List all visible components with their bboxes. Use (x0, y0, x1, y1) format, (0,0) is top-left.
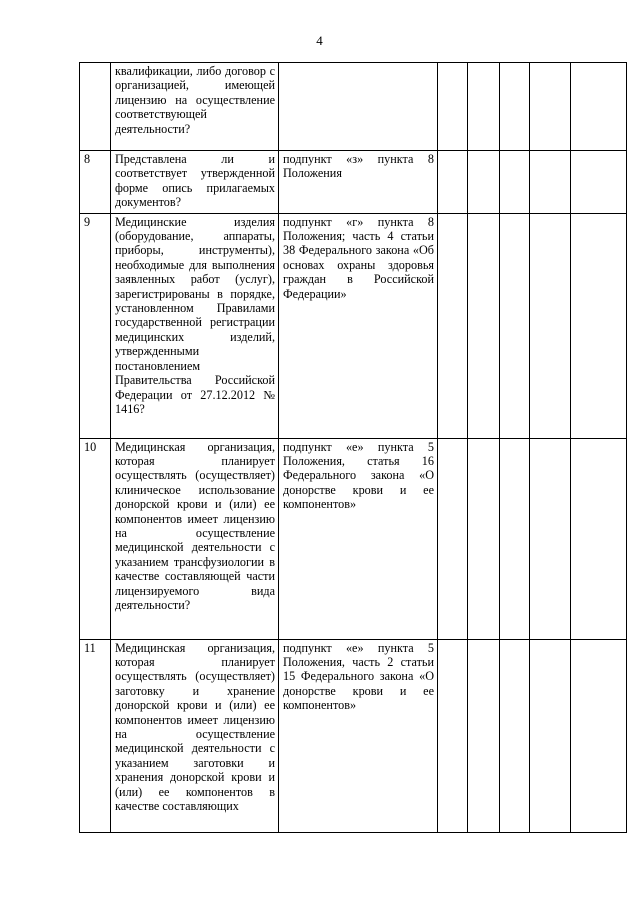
answer-cell (530, 438, 571, 639)
table-row (80, 639, 627, 832)
table-row (80, 213, 627, 438)
table-row (80, 438, 627, 639)
answer-na-cell (500, 151, 530, 214)
legal-reference-cell: подпункт «з» пункта 8 Положения (279, 151, 438, 214)
row-number: 9 (80, 213, 111, 438)
answer-no-cell (468, 639, 500, 832)
answer-no-cell (468, 213, 500, 438)
notes-cell (571, 213, 627, 438)
notes-cell (571, 639, 627, 832)
answer-yes-cell (438, 213, 468, 438)
answer-na-cell (500, 63, 530, 151)
answer-na-cell (500, 438, 530, 639)
answer-cell (530, 63, 571, 151)
answer-cell (530, 639, 571, 832)
table-row (80, 63, 627, 151)
question-cell: Медицинская организация, которая планирует осуществлять (осуществляет) заготовку и хранение донорской крови и (или) ее компонентов имеет лицензию на осуществление медицинской деятельности с указанием заготовки и хранения донорской крови и (или) ее компонентов в качестве составляющих (111, 639, 279, 832)
row-number: 8 (80, 151, 111, 214)
legal-reference-cell: подпункт «е» пункта 5 Положения, часть 2 статьи 15 Федерального закона «О донорстве крови и ее компонентов» (279, 639, 438, 832)
answer-yes-cell (438, 151, 468, 214)
answer-na-cell (500, 639, 530, 832)
table-row (80, 151, 627, 214)
page-number: 4 (316, 33, 323, 48)
legal-reference-cell: подпункт «г» пункта 8 Положения; часть 4 статьи 38 Федерального закона «Об основах охраны здоровья граждан в Российской Федерации» (279, 213, 438, 438)
answer-na-cell (500, 213, 530, 438)
answer-no-cell (468, 151, 500, 214)
legal-reference-cell: подпункт «е» пункта 5 Положения, статья 16 Федерального закона «О донорстве крови и ее компонентов» (279, 438, 438, 639)
question-cell: квалификации, либо договор с организацией, имеющей лицензию на осуществление соответствующей деятельности? (111, 63, 279, 151)
row-number: 11 (80, 639, 111, 832)
answer-cell (530, 151, 571, 214)
notes-cell (571, 151, 627, 214)
notes-cell (571, 438, 627, 639)
answer-no-cell (468, 438, 500, 639)
row-number: 10 (80, 438, 111, 639)
row-number (80, 63, 111, 151)
notes-cell (571, 63, 627, 151)
answer-yes-cell (438, 639, 468, 832)
question-cell: Медицинская организация, которая планирует осуществлять (осуществляет) клиническое использование донорской крови и (или) ее компонентов имеет лицензию на осуществление медицинской деятельности с указанием трансфузиологии в качестве составляющей части лицензируемого вида деятельности? (111, 438, 279, 639)
question-cell: Представлена ли и соответствует утвержденной форме опись прилагаемых документов? (111, 151, 279, 214)
answer-yes-cell (438, 63, 468, 151)
answer-cell (530, 213, 571, 438)
checklist-table (79, 62, 627, 833)
question-cell: Медицинские изделия (оборудование, аппараты, приборы, инструменты), необходимые для выполнения заявленных работ (услуг), зарегистрированы в порядке, установленном Правилами государственной регистрации медицинских изделий, утвержденными постановлением Правительства Российской Федерации от 27.12.2012 № 1416? (111, 213, 279, 438)
answer-no-cell (468, 63, 500, 151)
legal-reference-cell (279, 63, 438, 151)
answer-yes-cell (438, 438, 468, 639)
